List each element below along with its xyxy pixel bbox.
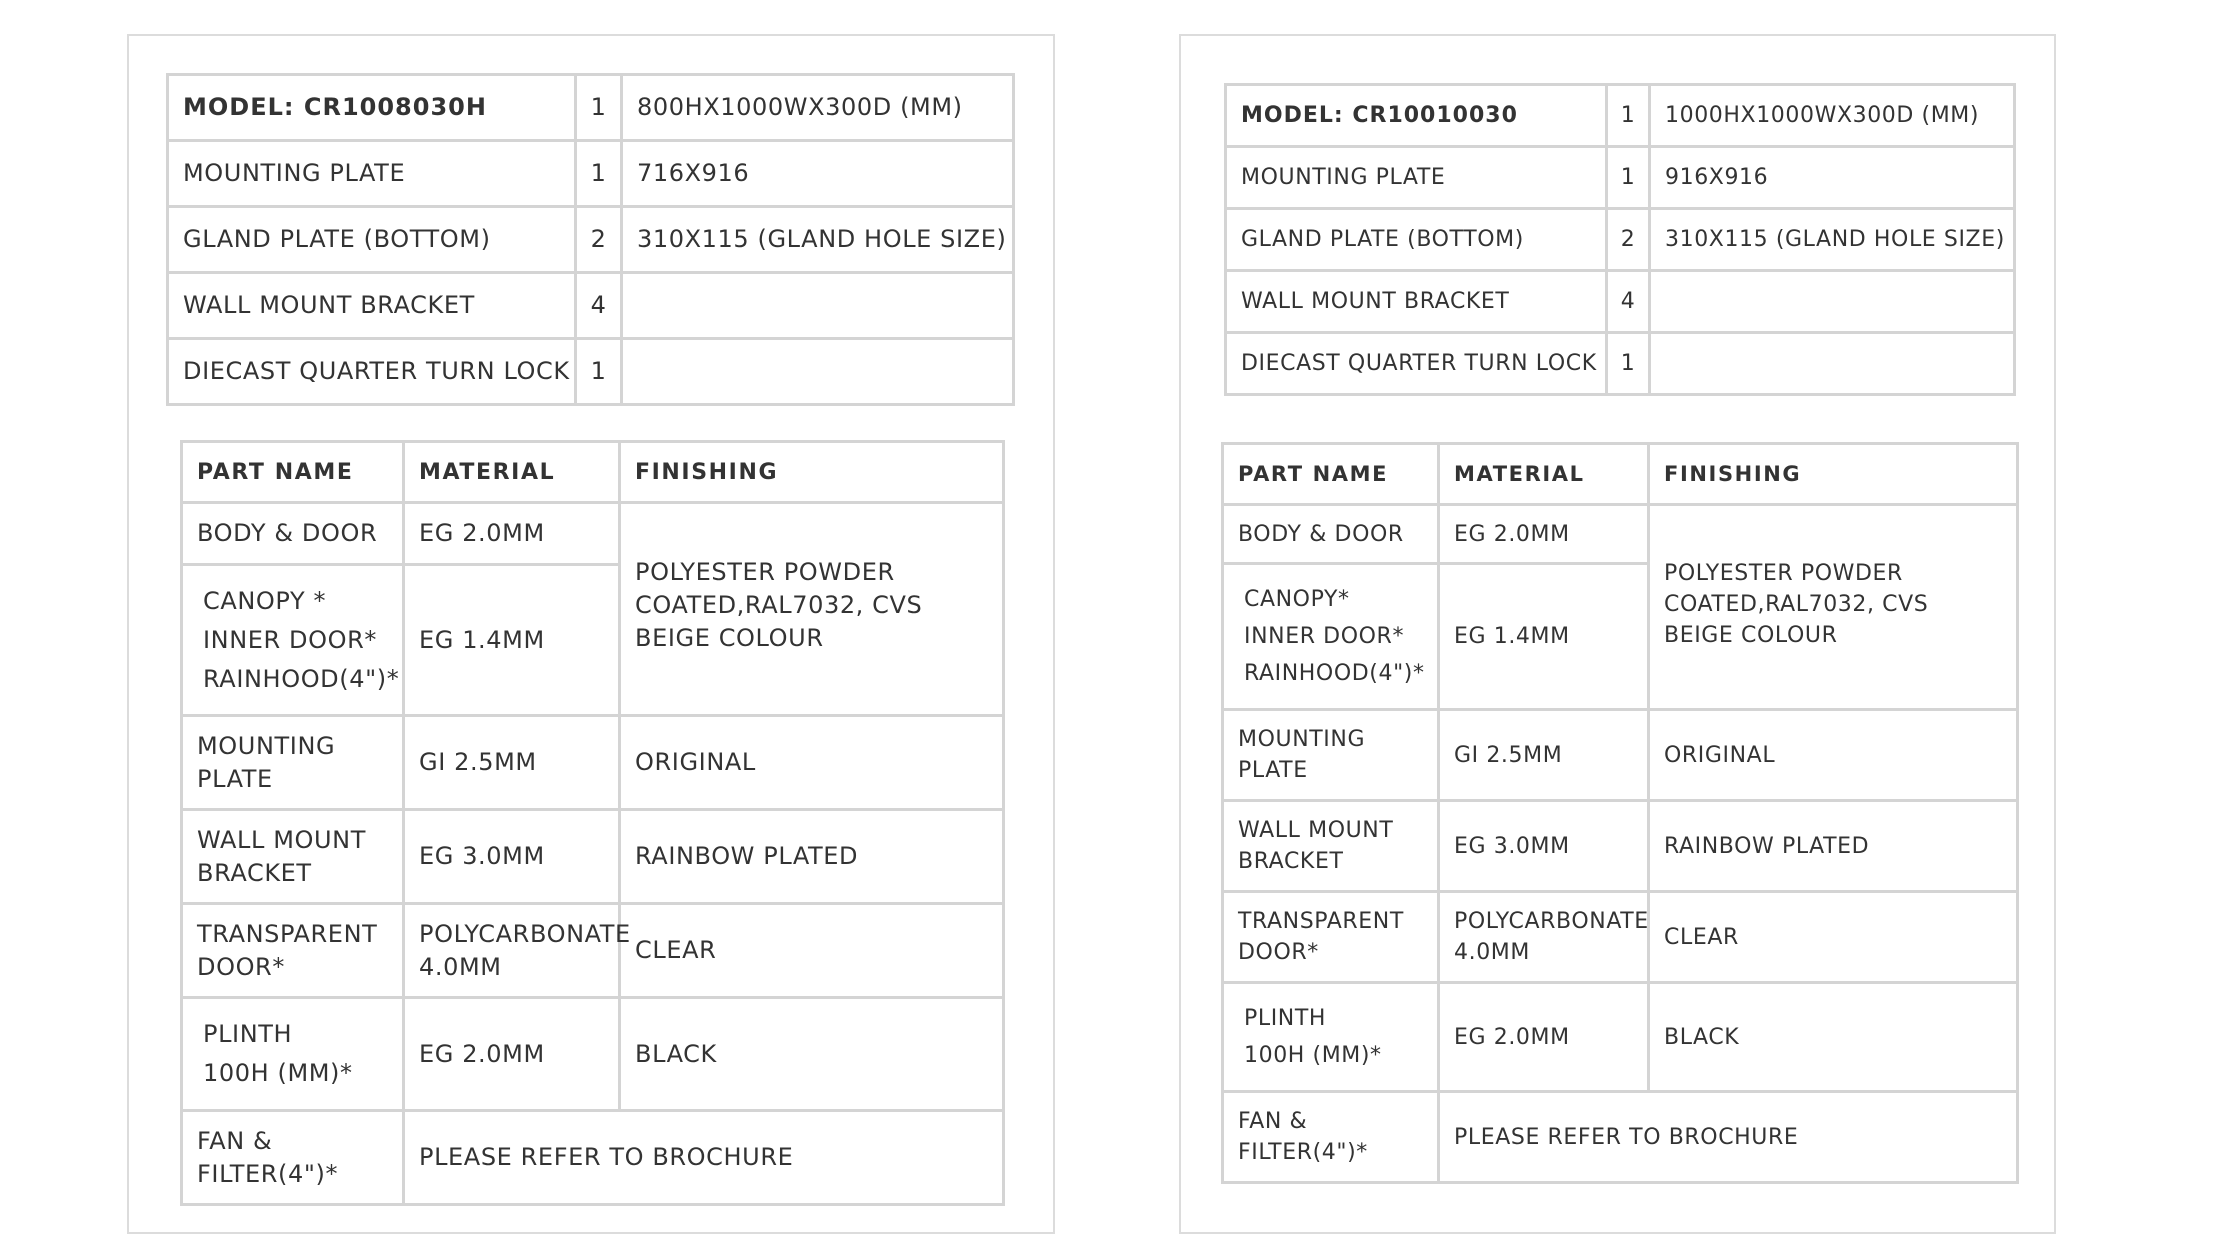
material: EG 2.0MM bbox=[1439, 983, 1649, 1092]
material: EG 2.0MM bbox=[1439, 505, 1649, 564]
quantity: 1 bbox=[576, 141, 622, 207]
model-name: MODEL: CR1008030H bbox=[168, 75, 576, 141]
component-spec bbox=[622, 273, 1014, 339]
column-header-material: MATERIAL bbox=[404, 442, 620, 503]
finishing: CLEAR bbox=[620, 904, 1004, 998]
quantity: 1 bbox=[1607, 147, 1650, 209]
part-name: CANOPY * bbox=[203, 586, 327, 615]
finishing: RAINBOW PLATED bbox=[620, 810, 1004, 904]
part-name: BODY & DOOR bbox=[1223, 505, 1439, 564]
finishing: BLACK bbox=[1649, 983, 2018, 1092]
component-spec bbox=[1650, 271, 2015, 333]
component-spec: 310X115 (GLAND HOLE SIZE) bbox=[622, 207, 1014, 273]
table-row bbox=[1226, 85, 2015, 147]
component-spec: 916X916 bbox=[1650, 147, 2015, 209]
part-name: WALL MOUNT BRACKET bbox=[182, 810, 404, 904]
finishing-shared: POLYESTER POWDER COATED,RAL7032, CVS BEIGE COLOUR bbox=[620, 503, 1004, 716]
component-spec bbox=[1650, 333, 2015, 395]
column-header-finishing: FINISHING bbox=[620, 442, 1004, 503]
quantity: 1 bbox=[576, 75, 622, 141]
component-name: MOUNTING PLATE bbox=[1226, 147, 1607, 209]
table-row bbox=[1226, 209, 2015, 271]
finishing: RAINBOW PLATED bbox=[1649, 801, 2018, 892]
table-row bbox=[1226, 147, 2015, 209]
quantity: 2 bbox=[1607, 209, 1650, 271]
part-name: RAINHOOD(4")* bbox=[1244, 661, 1425, 686]
model-name: MODEL: CR10010030 bbox=[1226, 85, 1607, 147]
finishing: CLEAR bbox=[1649, 892, 2018, 983]
component-spec: 716X916 bbox=[622, 141, 1014, 207]
quantity: 1 bbox=[1607, 85, 1650, 147]
table-row bbox=[1223, 505, 2018, 564]
part-name: FAN & FILTER(4")* bbox=[1223, 1092, 1439, 1183]
table-row bbox=[1226, 333, 2015, 395]
material: EG 2.0MM bbox=[404, 503, 620, 565]
material: EG 2.0MM bbox=[404, 998, 620, 1111]
part-name: WALL MOUNT BRACKET bbox=[1223, 801, 1439, 892]
quantity: 1 bbox=[576, 339, 622, 405]
table-row bbox=[182, 716, 1004, 810]
quantity: 1 bbox=[1607, 333, 1650, 395]
component-name: DIECAST QUARTER TURN LOCK bbox=[168, 339, 576, 405]
table-row bbox=[182, 998, 1004, 1111]
table-row bbox=[1223, 801, 2018, 892]
component-spec: 310X115 (GLAND HOLE SIZE) bbox=[1650, 209, 2015, 271]
finishing: BLACK bbox=[620, 998, 1004, 1111]
table-row bbox=[168, 141, 1014, 207]
dimensions: 1000HX1000WX300D (MM) bbox=[1650, 85, 2015, 147]
table-row bbox=[1223, 710, 2018, 801]
table-row bbox=[1223, 892, 2018, 983]
part-name: TRANSPARENT DOOR* bbox=[182, 904, 404, 998]
part-name-group bbox=[1223, 564, 1439, 710]
material: EG 3.0MM bbox=[404, 810, 620, 904]
table-row bbox=[182, 503, 1004, 565]
material: POLYCARBONATE 4.0MM bbox=[1439, 892, 1649, 983]
table-row bbox=[182, 810, 1004, 904]
component-name: WALL MOUNT BRACKET bbox=[168, 273, 576, 339]
quantity: 2 bbox=[576, 207, 622, 273]
material: GI 2.5MM bbox=[1439, 710, 1649, 801]
table-row bbox=[182, 904, 1004, 998]
right-parts-table bbox=[1221, 442, 2019, 1184]
component-name: GLAND PLATE (BOTTOM) bbox=[1226, 209, 1607, 271]
part-name: 100H (MM)* bbox=[1244, 1043, 1382, 1068]
table-row bbox=[1223, 1092, 2018, 1183]
part-name-group bbox=[182, 565, 404, 716]
column-header-part-name: PART NAME bbox=[1223, 444, 1439, 505]
right-model-table bbox=[1224, 83, 2016, 396]
component-name: MOUNTING PLATE bbox=[168, 141, 576, 207]
table-row bbox=[168, 207, 1014, 273]
table-header-row bbox=[1223, 444, 2018, 505]
component-name: DIECAST QUARTER TURN LOCK bbox=[1226, 333, 1607, 395]
part-name: BODY & DOOR bbox=[182, 503, 404, 565]
part-name: CANOPY* bbox=[1244, 587, 1350, 612]
finishing-shared: POLYESTER POWDER COATED,RAL7032, CVS BEIGE COLOUR bbox=[1649, 505, 2018, 710]
table-row bbox=[1226, 271, 2015, 333]
part-name: RAINHOOD(4")* bbox=[203, 664, 400, 693]
left-parts-table bbox=[180, 440, 1005, 1206]
column-header-finishing: FINISHING bbox=[1649, 444, 2018, 505]
material: EG 1.4MM bbox=[404, 565, 620, 716]
part-name: MOUNTING PLATE bbox=[1223, 710, 1439, 801]
quantity: 4 bbox=[576, 273, 622, 339]
part-name: INNER DOOR* bbox=[203, 625, 377, 654]
brochure-note: PLEASE REFER TO BROCHURE bbox=[404, 1111, 1004, 1205]
quantity: 4 bbox=[1607, 271, 1650, 333]
component-name: GLAND PLATE (BOTTOM) bbox=[168, 207, 576, 273]
part-name-group bbox=[1223, 983, 1439, 1092]
part-name: INNER DOOR* bbox=[1244, 624, 1405, 649]
dimensions: 800HX1000WX300D (MM) bbox=[622, 75, 1014, 141]
table-row bbox=[182, 1111, 1004, 1205]
part-name: TRANSPARENT DOOR* bbox=[1223, 892, 1439, 983]
part-name: 100H (MM)* bbox=[203, 1059, 353, 1087]
component-spec bbox=[622, 339, 1014, 405]
table-header-row bbox=[182, 442, 1004, 503]
table-row bbox=[168, 273, 1014, 339]
table-row bbox=[168, 339, 1014, 405]
part-name-group bbox=[182, 998, 404, 1111]
column-header-material: MATERIAL bbox=[1439, 444, 1649, 505]
column-header-part-name: PART NAME bbox=[182, 442, 404, 503]
part-name: FAN & FILTER(4")* bbox=[182, 1111, 404, 1205]
part-name: MOUNTING PLATE bbox=[182, 716, 404, 810]
part-name: PLINTH bbox=[203, 1020, 293, 1048]
part-name: PLINTH bbox=[1244, 1006, 1327, 1031]
brochure-note: PLEASE REFER TO BROCHURE bbox=[1439, 1092, 2018, 1183]
material: EG 3.0MM bbox=[1439, 801, 1649, 892]
component-name: WALL MOUNT BRACKET bbox=[1226, 271, 1607, 333]
left-model-table bbox=[166, 73, 1015, 406]
material: GI 2.5MM bbox=[404, 716, 620, 810]
finishing: ORIGINAL bbox=[620, 716, 1004, 810]
material: EG 1.4MM bbox=[1439, 564, 1649, 710]
material: POLYCARBONATE 4.0MM bbox=[404, 904, 620, 998]
table-row bbox=[1223, 983, 2018, 1092]
finishing: ORIGINAL bbox=[1649, 710, 2018, 801]
table-row bbox=[168, 75, 1014, 141]
